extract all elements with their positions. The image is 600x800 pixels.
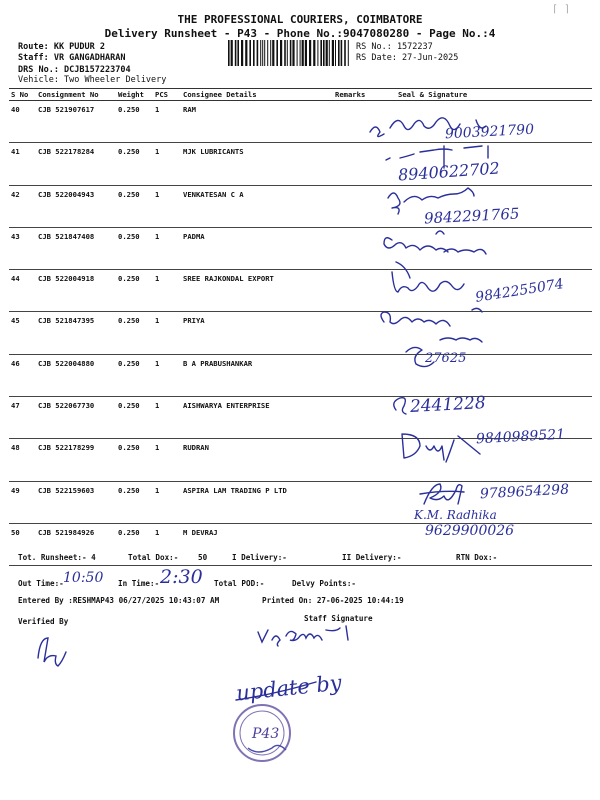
row-weight: 0.250: [116, 481, 153, 523]
vehicle: Vehicle: Two Wheeler Delivery: [18, 75, 167, 85]
total-dox-value: 50: [198, 553, 208, 562]
table-row: [9, 143, 592, 185]
out-time-label: Out Time:-: [18, 579, 64, 588]
entered-by: Entered By :RESHMAP43 06/27/2025 10:43:07 AM: [18, 596, 220, 605]
barcode-bar: [249, 40, 251, 66]
row-consignment: CJB 522004918: [36, 270, 116, 312]
row-seal: [370, 227, 592, 269]
barcode-bar: [341, 40, 343, 66]
barcode-bar: [300, 40, 301, 66]
row-pcs: 1: [153, 270, 181, 312]
row-consignment: CJB 521847408: [36, 227, 116, 269]
row-remarks: [333, 312, 370, 354]
barcode-bar: [290, 40, 292, 66]
row-sno: 48: [9, 439, 36, 481]
row-consignee: AISHWARYA ENTERPRISE: [181, 397, 333, 439]
row-sno: 47: [9, 397, 36, 439]
barcode-bar: [309, 40, 311, 66]
row-consignment: CJB 522004943: [36, 185, 116, 227]
route: Route: KK PUDUR 2: [18, 42, 105, 52]
row-consignment: CJB 522178284: [36, 143, 116, 185]
table-header-row: [9, 89, 592, 101]
row-remarks: [333, 185, 370, 227]
row-weight: 0.250: [116, 270, 153, 312]
rtn-dox: RTN Dox:-: [456, 553, 498, 562]
row-pcs: 1: [153, 185, 181, 227]
handwritten-note-47: 2441228: [409, 393, 487, 417]
barcode-bar: [245, 40, 247, 66]
barcode-bar: [276, 40, 278, 66]
staff-signature-label: Staff Signature: [304, 614, 373, 623]
row-seal: [370, 312, 592, 354]
barcode-bar: [272, 40, 274, 66]
stamp-text: P43: [252, 726, 280, 742]
barcode-bar: [287, 40, 288, 66]
barcode-bar: [235, 40, 237, 66]
col-remarks: Remarks: [333, 89, 370, 101]
row-pcs: 1: [153, 101, 181, 143]
printed-on: Printed On: 27-06-2025 10:44:19: [262, 596, 404, 605]
row-pcs: 1: [153, 481, 181, 523]
row-consignee: RAM: [181, 101, 333, 143]
row-consignee: VENKATESAN C A: [181, 185, 333, 227]
row-pcs: 1: [153, 312, 181, 354]
barcode-bar: [348, 40, 349, 66]
barcode-bar: [284, 40, 286, 66]
row-weight: 0.250: [116, 185, 153, 227]
barcode-bar: [329, 40, 330, 66]
col-consignment: Consignment No: [36, 89, 116, 101]
row-remarks: [333, 481, 370, 523]
in-time-label: In Time:-: [118, 579, 160, 588]
barcode-bar: [228, 40, 230, 66]
barcode-bar: [270, 40, 271, 66]
col-sno: S No: [9, 89, 36, 101]
i-delivery: I Delivery:-: [232, 553, 287, 562]
table-row: [9, 354, 592, 396]
handwritten-note-46: 27625: [425, 351, 467, 366]
barcode-bar: [344, 40, 346, 66]
barcode-bar: [262, 40, 263, 66]
delvy-points: Delvy Points:-: [292, 579, 357, 588]
barcode-bar: [241, 40, 243, 66]
row-consignee: M DEVRAJ: [181, 523, 333, 565]
row-consignment: CJB 522004880: [36, 354, 116, 396]
row-pcs: 1: [153, 397, 181, 439]
col-pcs: PCS: [153, 89, 181, 101]
total-dox-label: Total Dox:-: [128, 553, 179, 562]
barcode-bar: [237, 40, 239, 66]
total-runsheet: Tot. Runsheet:- 4: [18, 553, 96, 562]
barcode-bar: [292, 40, 294, 66]
row-consignee: PRIYA: [181, 312, 333, 354]
barcode-bar: [302, 40, 304, 66]
row-consignment: CJB 521984926: [36, 523, 116, 565]
row-weight: 0.250: [116, 439, 153, 481]
row-pcs: 1: [153, 439, 181, 481]
row-consignee: SREE RAJKONDAL EXPORT: [181, 270, 333, 312]
barcode-bar: [326, 40, 328, 66]
staff: Staff: VR GANGADHARAN: [18, 53, 126, 63]
row-remarks: [333, 354, 370, 396]
rs-number: RS No.: 1572237: [356, 42, 433, 52]
handwritten-phone-44: 9842255074: [474, 276, 565, 306]
barcode-icon: [228, 40, 352, 66]
barcode-bar: [257, 40, 259, 66]
row-sno: 43: [9, 227, 36, 269]
in-time-value: 2:30: [160, 566, 203, 588]
barcode-bar: [260, 40, 261, 66]
col-seal: Seal & Signature: [370, 89, 592, 101]
row-weight: 0.250: [116, 101, 153, 143]
barcode-bar: [305, 40, 307, 66]
row-weight: 0.250: [116, 227, 153, 269]
row-consignee: PADMA: [181, 227, 333, 269]
barcode-bar: [335, 40, 336, 66]
row-consignee: ASPIRA LAM TRADING P LTD: [181, 481, 333, 523]
row-pcs: 1: [153, 143, 181, 185]
row-consignment: CJB 521907617: [36, 101, 116, 143]
table-row: [9, 227, 592, 269]
row-pcs: 1: [153, 227, 181, 269]
corner-mark-icon: ⌈ ⌉: [552, 4, 571, 15]
handwritten-phone-49: 9789654298: [479, 481, 570, 503]
col-weight: Weight: [116, 89, 153, 101]
row-sno: 50: [9, 523, 36, 565]
row-sno: 44: [9, 270, 36, 312]
row-pcs: 1: [153, 354, 181, 396]
row-weight: 0.250: [116, 523, 153, 565]
ii-delivery: II Delivery:-: [342, 553, 402, 562]
handwritten-phone-42: 9842291765: [423, 204, 520, 228]
staff-signature: [258, 626, 348, 646]
runsheet-title: Delivery Runsheet - P43 - Phone No.:9047080280 - Page No.:4: [104, 27, 496, 40]
row-weight: 0.250: [116, 312, 153, 354]
row-remarks: [333, 227, 370, 269]
rs-date: RS Date: 27-Jun-2025: [356, 53, 459, 63]
row-consignee: RUDRAN: [181, 439, 333, 481]
row-remarks: [333, 397, 370, 439]
company-name: THE PROFESSIONAL COURIERS, COIMBATORE: [177, 13, 423, 26]
barcode-bar: [253, 40, 255, 66]
row-consignment: CJB 522067730: [36, 397, 116, 439]
handwritten-phone-50: 9629900026: [425, 523, 515, 539]
table-row: [9, 312, 592, 354]
row-weight: 0.250: [116, 143, 153, 185]
barcode-bar: [231, 40, 233, 66]
row-consignment: CJB 521847395: [36, 312, 116, 354]
row-sno: 42: [9, 185, 36, 227]
col-consignee: Consignee Details: [181, 89, 333, 101]
barcode-bar: [332, 40, 334, 66]
row-sno: 41: [9, 143, 36, 185]
verified-signature: [38, 638, 66, 666]
handwritten-name-50: K.M. Radhika: [414, 508, 497, 522]
row-remarks: [333, 270, 370, 312]
barcode-bar: [317, 40, 318, 66]
row-sno: 46: [9, 354, 36, 396]
barcode-bar: [338, 40, 340, 66]
row-weight: 0.250: [116, 354, 153, 396]
barcode-bar: [297, 40, 298, 66]
barcode-bar: [323, 40, 325, 66]
row-consignment: CJB 522159603: [36, 481, 116, 523]
drs-number: DRS No.: DCJB157223704: [18, 65, 131, 75]
row-consignee: B A PRABUSHANKAR: [181, 354, 333, 396]
row-remarks: [333, 143, 370, 185]
row-remarks: [333, 101, 370, 143]
row-weight: 0.250: [116, 397, 153, 439]
row-sno: 49: [9, 481, 36, 523]
verified-by-label: Verified By: [18, 617, 69, 626]
barcode-bar: [280, 40, 282, 66]
handwritten-phone-41: 8940622702: [397, 158, 501, 185]
barcode-bar: [313, 40, 315, 66]
row-sno: 45: [9, 312, 36, 354]
row-seal: [370, 354, 592, 396]
out-time-value: 10:50: [63, 570, 104, 586]
row-consignee: MJK LUBRICANTS: [181, 143, 333, 185]
row-sno: 40: [9, 101, 36, 143]
update-note: update by: [235, 670, 343, 706]
barcode-bar: [264, 40, 265, 66]
handwritten-phone-48: 9840989521: [475, 426, 566, 448]
barcode-bar: [267, 40, 268, 66]
total-pod: Total POD:-: [214, 579, 265, 588]
handwritten-phone-40: 9003921790: [444, 121, 535, 143]
row-pcs: 1: [153, 523, 181, 565]
row-consignment: CJB 522178299: [36, 439, 116, 481]
barcode-bar: [320, 40, 322, 66]
row-remarks: [333, 439, 370, 481]
